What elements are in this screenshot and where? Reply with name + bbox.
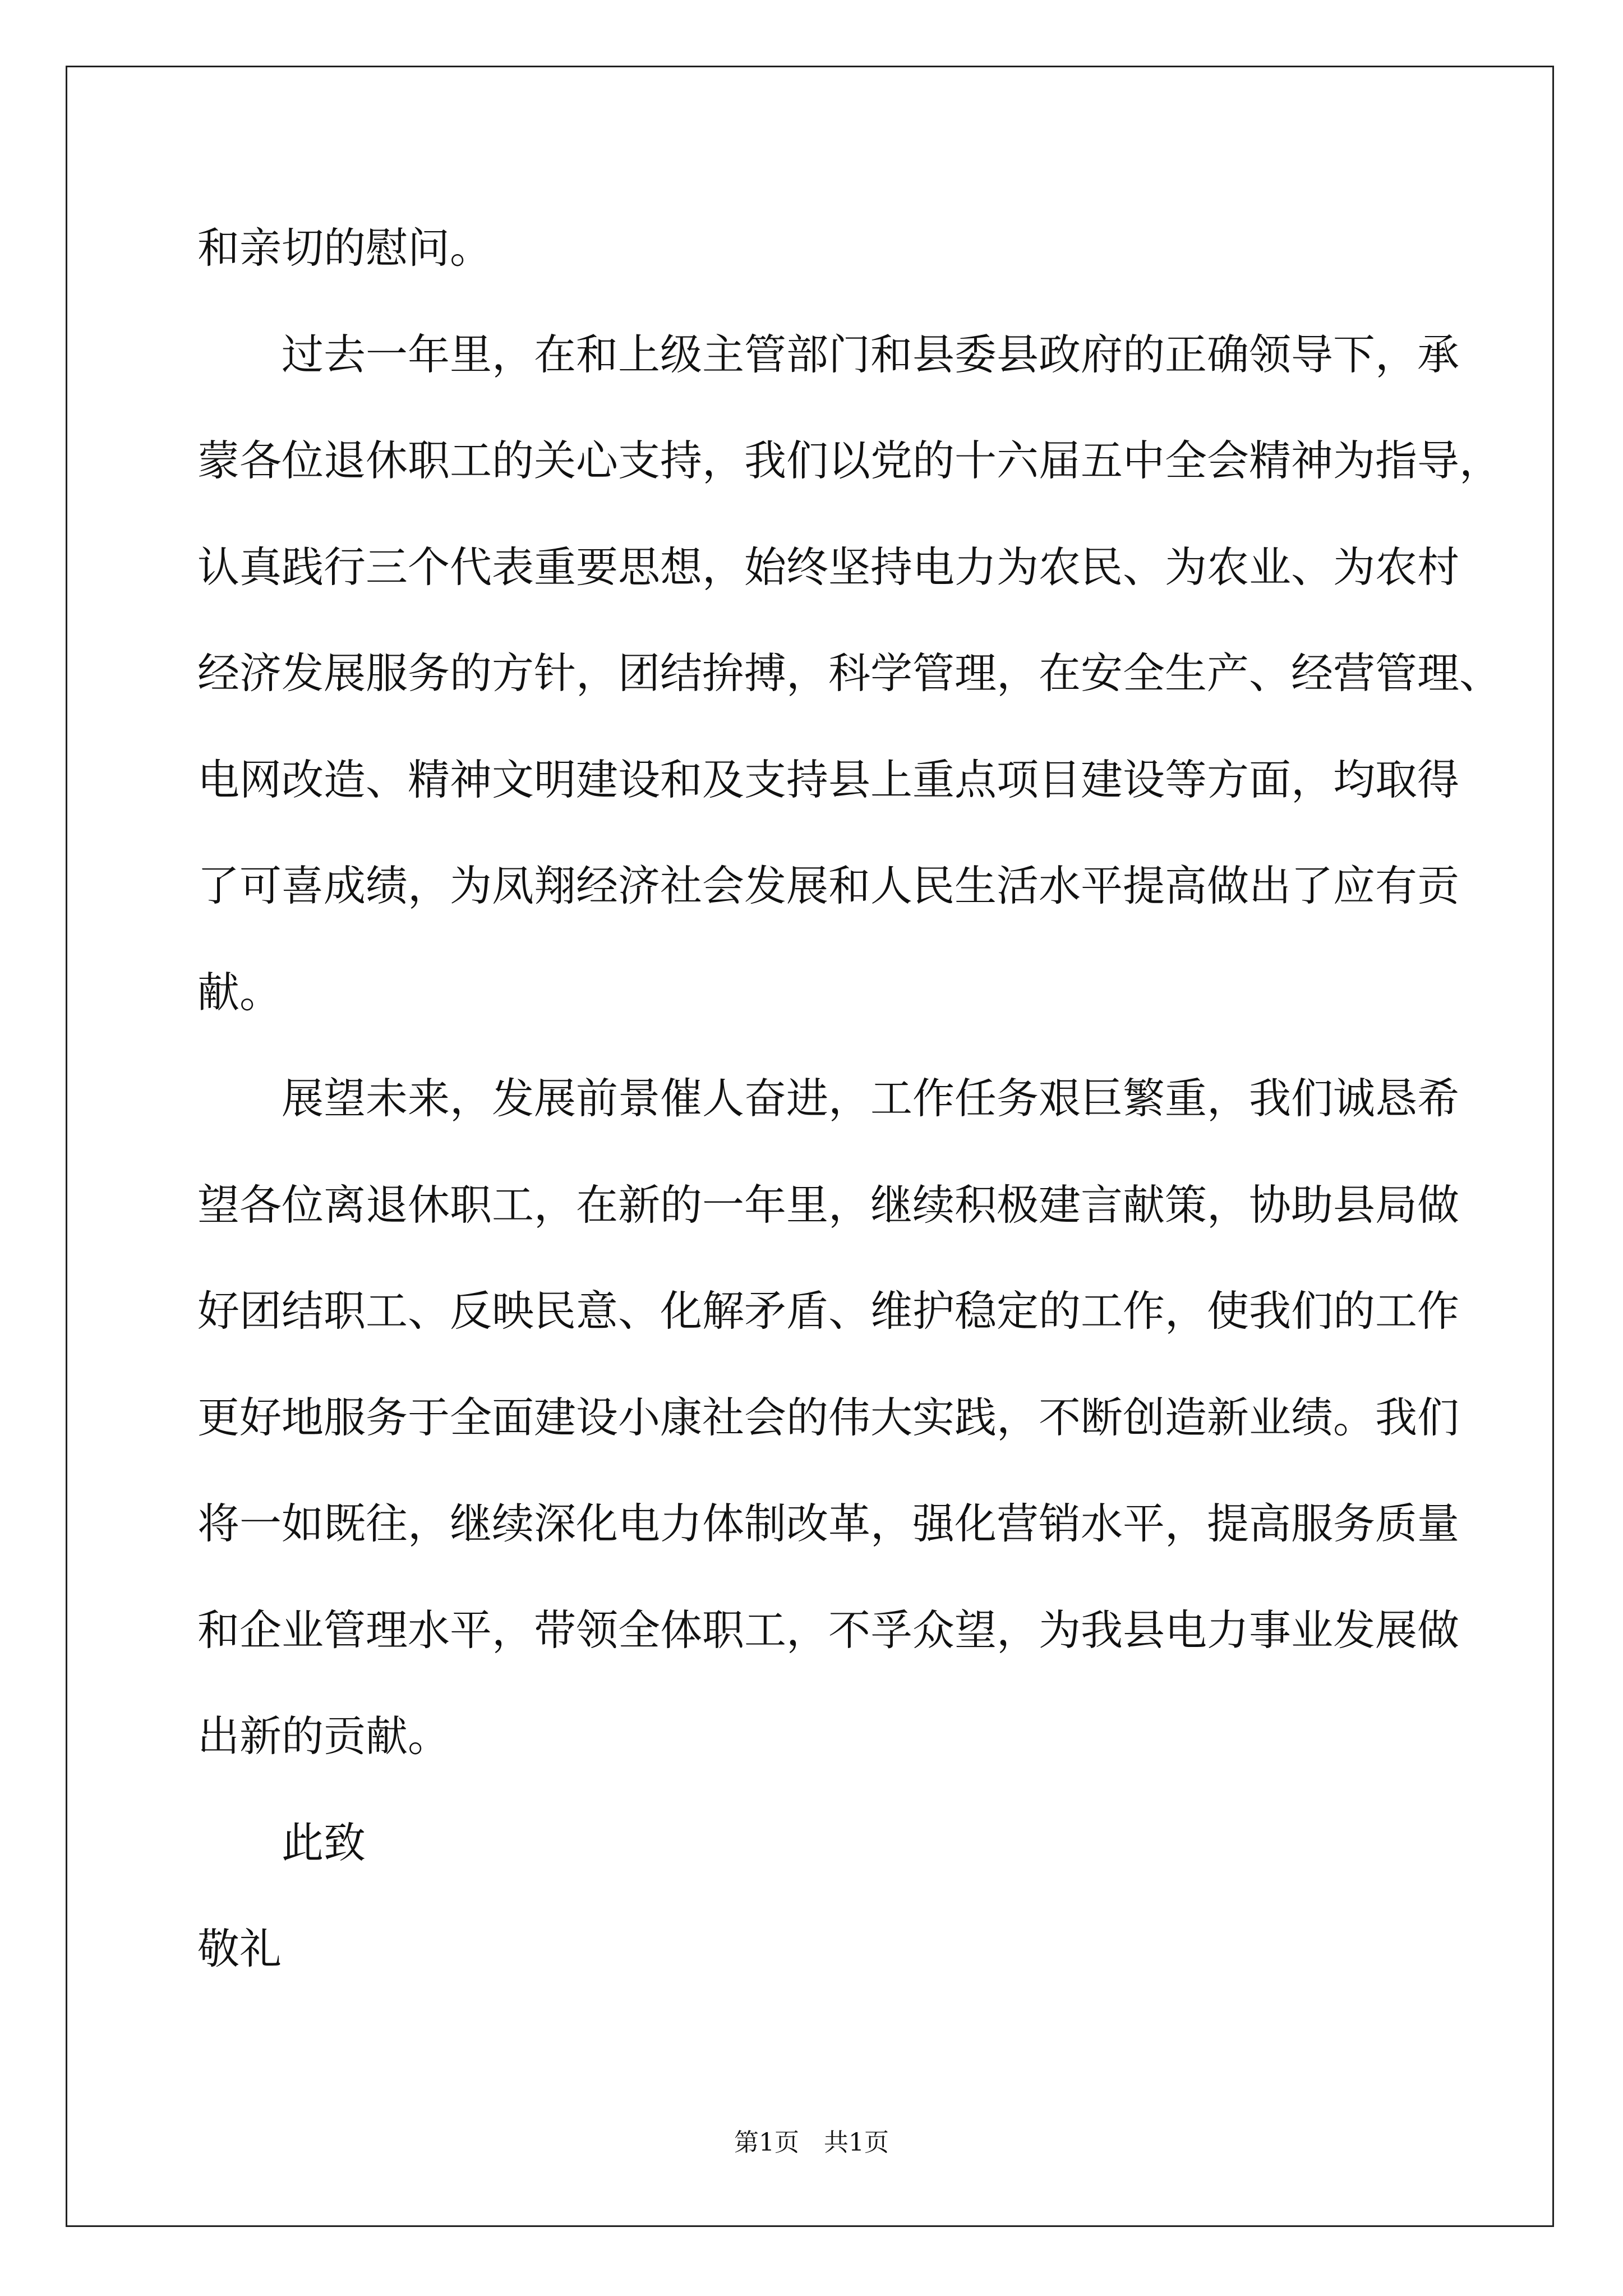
paragraph-outlook (197, 1046, 1510, 1790)
text-line: 望各位离退休职工，在新的一年里，继续积极建言献策，协助县局做 (197, 1180, 1460, 1230)
text-line: 好团结职工、反映民意、化解矛盾、维护稳定的工作，使我们的工作 (197, 1286, 1460, 1336)
closing-salutation: 此致 (282, 1818, 366, 1867)
letter-body (197, 195, 1510, 2003)
paragraph-continuation (197, 195, 1510, 302)
text-line: 献。 (197, 967, 282, 1017)
text-line: 了可喜成绩，为凤翔经济社会发展和人民生活水平提高做出了应有贡 (197, 861, 1460, 910)
page-number-label: 第1页 共1页 (734, 2128, 889, 2157)
text-line: 电网改造、精神文明建设和及支持县上重点项目建设等方面，均取得 (197, 754, 1460, 804)
text-line: 认真践行三个代表重要思想，始终坚持电力为农民、为农业、为农村 (197, 542, 1460, 592)
text-line: 出新的贡献。 (197, 1711, 450, 1761)
text-line: 更好地服务于全面建设小康社会的伟大实践，不断创造新业绩。我们 (197, 1392, 1460, 1442)
text-line: 蒙各位退休职工的关心支持，我们以党的十六届五中全会精神为指导， (197, 436, 1502, 485)
text-line: 和亲切的慰问。 (197, 223, 492, 273)
text-line: 展望未来，发展前景催人奋进，工作任务艰巨繁重，我们诚恳希 (282, 1074, 1460, 1123)
closing-regards: 敬礼 (197, 1924, 282, 1973)
text-line: 和企业管理水平，带领全体职工，不孚众望，为我县电力事业发展做 (197, 1605, 1460, 1655)
text-line: 经济发展服务的方针，团结拚搏，科学管理，在安全生产、经营管理、 (197, 648, 1502, 698)
text-line: 将一如既往，继续深化电力体制改革，强化营销水平，提高服务质量 (197, 1499, 1460, 1548)
page-footer (0, 2127, 1623, 2159)
text-line: 过去一年里，在和上级主管部门和县委县政府的正确领导下，承 (282, 329, 1460, 379)
paragraph-review (197, 302, 1510, 1046)
